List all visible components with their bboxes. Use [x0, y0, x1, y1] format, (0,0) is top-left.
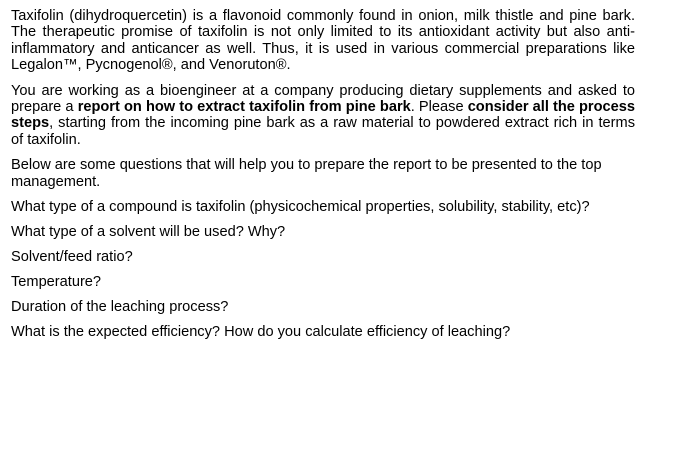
question-temperature: Temperature?: [11, 273, 102, 290]
task-emphasis-process-steps: consider all the process steps: [11, 99, 635, 132]
question-solvent-type: What type of a solvent will be used? Why?: [11, 223, 286, 240]
task-emphasis-report: report on how to extract taxifolin from pine bark: [77, 99, 411, 116]
question-list: [11, 199, 635, 340]
task-text-part-1: You are working as a bioengineer at a company producing dietary supplements and asked to prepare a: [11, 82, 635, 116]
question-compound-type: What type of a compound is taxifolin (physicochemical properties, solubility, stability, etc)?: [11, 199, 590, 216]
question-leaching-duration: Duration of the leaching process?: [11, 298, 229, 315]
task-text-part-2: . Please: [410, 99, 468, 116]
task-paragraph: [11, 83, 635, 149]
intro-paragraph: Taxifolin (dihydroquercetin) is a flavonoid commonly found in onion, milk thistle and pine bark. The therapeutic promise of taxifolin is not only limited to its antioxidant activity but also anti-inflammatory and anticancer as well. Thus, it is used in various commercial preparations like Legalon™, Pycnogenol®, and Venoruton®.: [11, 8, 635, 74]
task-text-part-3: , starting from the incoming pine bark as a raw material to powdered extract rich in terms of taxifolin.: [11, 115, 635, 148]
question-efficiency: What is the expected efficiency? How do you calculate efficiency of leaching?: [11, 323, 511, 340]
document-body: [11, 8, 635, 349]
question-solvent-feed-ratio: Solvent/feed ratio?: [11, 248, 133, 265]
guidance-paragraph: Below are some questions that will help you to prepare the report to be presented to the top management.: [11, 157, 602, 190]
